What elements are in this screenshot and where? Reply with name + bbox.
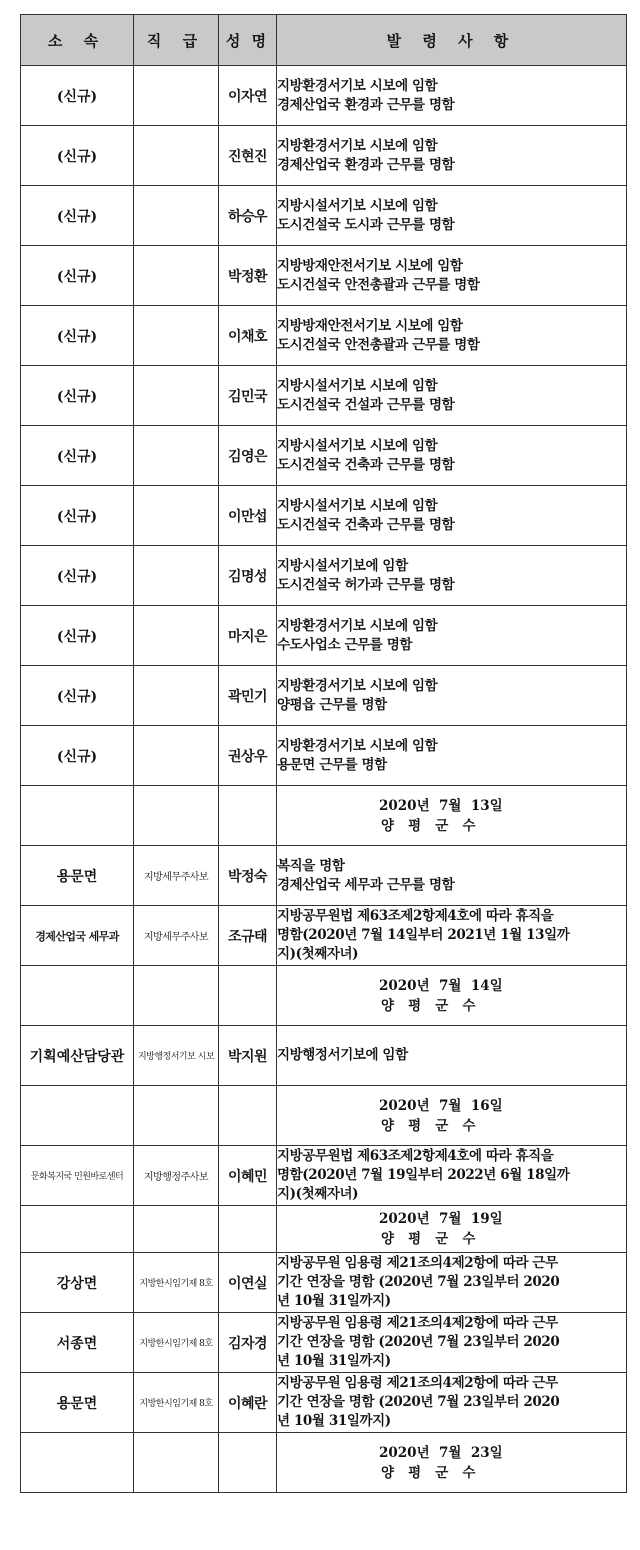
person-name-cell: 이혜란 [219,1373,277,1433]
order-line: 지방시설서기보에 임함 [277,557,408,574]
order-line: 지방환경서기보 시보에 임함 [277,77,438,94]
empty-affiliation-cell [21,1206,134,1253]
person-name-cell: 이자연 [219,66,277,126]
order-line: 지방공무원 임용령 제21조의4제2항에 따라 근무 [277,1315,558,1331]
order-line: 년 10월 31일까지) [277,1413,391,1429]
order-line: 도시건설국 건설과 근무를 명함 [277,396,455,413]
affiliation-cell: 문화복지국 민원바로센터 [21,1146,134,1206]
empty-grade-cell [134,1086,219,1146]
grade-cell [134,486,219,546]
grade-cell [134,126,219,186]
order-date: 2020년 7월 16일 [379,1097,503,1114]
person-name-cell: 이만섭 [219,486,277,546]
order-line: 기간 연장을 명함 (2020년 7월 23일부터 2020 [277,1334,560,1350]
order-line: 지방환경서기보 시보에 임함 [277,737,438,754]
empty-affiliation-cell [21,1086,134,1146]
table-row [21,1373,627,1433]
order-cell [277,246,627,306]
order-line: 지방시설서기보 시보에 임함 [277,437,438,454]
empty-grade-cell [134,966,219,1026]
table-row [21,546,627,606]
order-line: 도시건설국 안전총괄과 근무를 명함 [277,336,480,353]
grade-cell: 지방세무주사보 [134,906,219,966]
person-name-cell: 박정환 [219,246,277,306]
table-row [21,66,627,126]
table-body [21,66,627,1493]
table-row [21,666,627,726]
person-name-cell: 김민국 [219,366,277,426]
order-line: 지방환경서기보 시보에 임함 [277,137,438,154]
affiliation-cell: (신규) [21,606,134,666]
signature-cell [277,1206,627,1253]
grade-cell [134,606,219,666]
order-cell [277,66,627,126]
affiliation-cell: (신규) [21,186,134,246]
table-row [21,426,627,486]
order-line: 지방환경서기보 시보에 임함 [277,677,438,694]
person-name-cell: 이혜민 [219,1146,277,1206]
grade-cell: 지방행정주사보 [134,1146,219,1206]
grade-cell: 지방한시임기제 8호 [134,1313,219,1373]
table-row [21,306,627,366]
empty-name-cell [219,1086,277,1146]
table-row [21,366,627,426]
order-line: 지방방재안전서기보 시보에 임함 [277,257,463,274]
person-name-cell: 김명성 [219,546,277,606]
header-grade: 직 급 [134,15,219,66]
grade-cell [134,426,219,486]
order-line: 지방공무원법 제63조제2항제4호에 따라 휴직을 [277,908,554,924]
empty-name-cell [219,1206,277,1253]
issuer-signature: 양 평 군 수 [381,1117,476,1134]
grade-cell [134,246,219,306]
person-name-cell: 김영은 [219,426,277,486]
table-row [21,1253,627,1313]
table-row [21,906,627,966]
order-line: 기간 연장을 명함 (2020년 7월 23일부터 2020 [277,1274,560,1290]
grade-cell: 지방한시임기제 8호 [134,1373,219,1433]
issuer-signature: 양 평 군 수 [381,997,476,1014]
signature-cell [277,1433,627,1493]
order-line: 지방공무원법 제63조제2항제4호에 따라 휴직을 [277,1148,554,1164]
person-name-cell: 이연실 [219,1253,277,1313]
order-line: 양평읍 근무를 명함 [277,696,387,713]
order-line: 지방시설서기보 시보에 임함 [277,197,438,214]
affiliation-cell: (신규) [21,546,134,606]
order-line: 도시건설국 허가과 근무를 명함 [277,576,455,593]
affiliation-cell: (신규) [21,246,134,306]
affiliation-cell: 용문면 [21,846,134,906]
table-row [21,486,627,546]
person-name-cell: 곽민기 [219,666,277,726]
table-row [21,846,627,906]
order-line: 지방시설서기보 시보에 임함 [277,377,438,394]
order-line: 명함(2020년 7월 14일부터 2021년 1월 13일까 [277,927,570,943]
order-date: 2020년 7월 19일 [379,1211,503,1227]
header-name: 성 명 [219,15,277,66]
signature-row [21,1433,627,1493]
person-name-cell: 이채호 [219,306,277,366]
affiliation-cell: 용문면 [21,1373,134,1433]
order-cell [277,546,627,606]
order-cell [277,1146,627,1206]
issuer-signature: 양 평 군 수 [381,1464,476,1481]
affiliation-cell: (신규) [21,666,134,726]
affiliation-cell: 강상면 [21,1253,134,1313]
affiliation-cell: (신규) [21,726,134,786]
order-cell [277,726,627,786]
order-line: 도시건설국 안전총괄과 근무를 명함 [277,276,480,293]
grade-cell [134,666,219,726]
order-line: 도시건설국 건축과 근무를 명함 [277,456,455,473]
order-line: 도시건설국 도시과 근무를 명함 [277,216,455,233]
order-cell [277,126,627,186]
signature-row [21,966,627,1026]
table-row [21,1313,627,1373]
order-line: 지방공무원 임용령 제21조의4제2항에 따라 근무 [277,1255,558,1271]
order-line: 기간 연장을 명함 (2020년 7월 23일부터 2020 [277,1394,560,1410]
affiliation-cell: 기획예산담당관 [21,1026,134,1086]
order-date: 2020년 7월 23일 [379,1444,503,1461]
person-name-cell: 마지은 [219,606,277,666]
grade-cell: 지방세무주사보 [134,846,219,906]
person-name-cell: 박정숙 [219,846,277,906]
order-line: 년 10월 31일까지) [277,1293,391,1309]
order-cell [277,666,627,726]
affiliation-cell: 경제산업국 세무과 [21,906,134,966]
order-cell [277,1026,627,1086]
order-line: 명함(2020년 7월 19일부터 2022년 6월 18일까 [277,1167,570,1183]
person-name-cell: 조규태 [219,906,277,966]
affiliation-cell: (신규) [21,486,134,546]
order-cell [277,846,627,906]
empty-name-cell [219,786,277,846]
order-line: 지방공무원 임용령 제21조의4제2항에 따라 근무 [277,1375,558,1391]
order-line: 지방행정서기보에 임함 [277,1047,408,1063]
person-name-cell: 박지원 [219,1026,277,1086]
table-row [21,1146,627,1206]
order-cell [277,366,627,426]
order-cell [277,606,627,666]
order-date: 2020년 7월 13일 [379,797,503,814]
table-row [21,606,627,666]
order-line: 경제산업국 세무과 근무를 명함 [277,876,455,893]
issuer-signature: 양 평 군 수 [381,817,476,834]
empty-affiliation-cell [21,1433,134,1493]
table-row [21,126,627,186]
order-cell [277,426,627,486]
affiliation-cell: (신규) [21,126,134,186]
order-cell [277,306,627,366]
order-line: 용문면 근무를 명함 [277,756,387,773]
signature-cell [277,1086,627,1146]
table-row [21,1026,627,1086]
person-name-cell: 진현진 [219,126,277,186]
person-name-cell: 김자경 [219,1313,277,1373]
order-line: 지방시설서기보 시보에 임함 [277,497,438,514]
signature-row [21,1086,627,1146]
grade-cell [134,186,219,246]
affiliation-cell: 서종면 [21,1313,134,1373]
personnel-order-table [20,14,627,1493]
affiliation-cell: (신규) [21,426,134,486]
affiliation-cell: (신규) [21,66,134,126]
empty-affiliation-cell [21,786,134,846]
empty-grade-cell [134,1206,219,1253]
affiliation-cell: (신규) [21,366,134,426]
table-header [21,15,627,66]
order-cell [277,1313,627,1373]
grade-cell: 지방행정서기보 시보 [134,1026,219,1086]
person-name-cell: 하승우 [219,186,277,246]
grade-cell [134,306,219,366]
signature-row [21,786,627,846]
header-order: 발 령 사 항 [277,15,627,66]
grade-cell [134,66,219,126]
order-line: 지)(첫째자녀) [277,946,359,962]
order-line: 복직을 명함 [277,857,345,874]
signature-cell [277,966,627,1026]
order-line: 도시건설국 건축과 근무를 명함 [277,516,455,533]
signature-cell [277,786,627,846]
order-cell [277,186,627,246]
order-line: 지방환경서기보 시보에 임함 [277,617,438,634]
order-line: 경제산업국 환경과 근무를 명함 [277,96,455,113]
grade-cell [134,366,219,426]
header-affiliation: 소 속 [21,15,134,66]
empty-name-cell [219,1433,277,1493]
empty-name-cell [219,966,277,1026]
order-line: 수도사업소 근무를 명함 [277,636,413,653]
order-cell [277,1373,627,1433]
table-row [21,186,627,246]
signature-row [21,1206,627,1253]
empty-affiliation-cell [21,966,134,1026]
order-cell [277,906,627,966]
order-line: 지방방재안전서기보 시보에 임함 [277,317,463,334]
order-line: 지)(첫째자녀) [277,1186,359,1202]
grade-cell [134,546,219,606]
table-row [21,246,627,306]
empty-grade-cell [134,786,219,846]
issuer-signature: 양 평 군 수 [381,1231,476,1247]
order-line: 년 10월 31일까지) [277,1353,391,1369]
grade-cell: 지방한시임기제 8호 [134,1253,219,1313]
person-name-cell: 권상우 [219,726,277,786]
order-cell [277,1253,627,1313]
order-cell [277,486,627,546]
table-row [21,726,627,786]
order-line: 경제산업국 환경과 근무를 명함 [277,156,455,173]
affiliation-cell: (신규) [21,306,134,366]
order-date: 2020년 7월 14일 [379,977,503,994]
grade-cell [134,726,219,786]
empty-grade-cell [134,1433,219,1493]
